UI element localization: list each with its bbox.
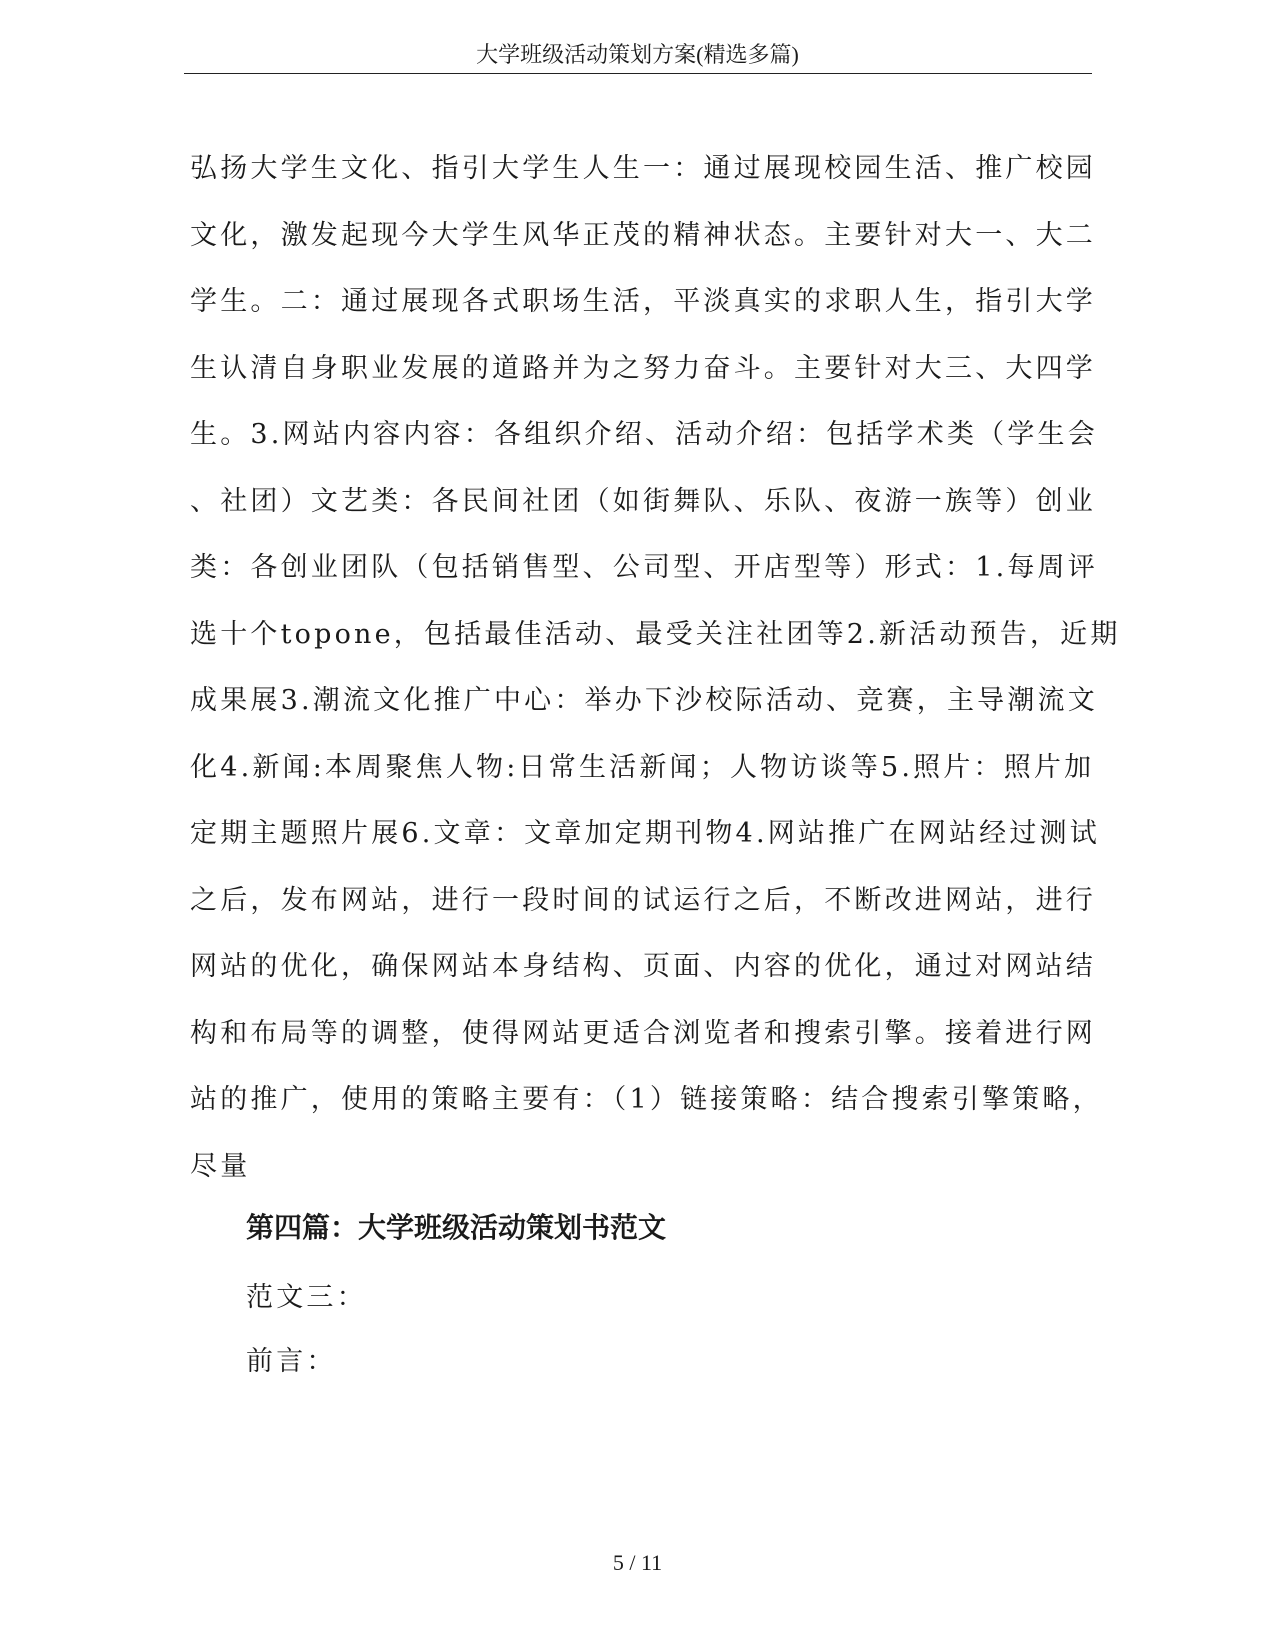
body-line: 定期主题照片展6.文章：文章加定期刊物4.网站推广在网站经过测试: [190, 818, 1100, 849]
header-divider: [184, 73, 1092, 74]
body-line: 构和布局等的调整，使得网站更适合浏览者和搜索引擎。接着进行网: [190, 1017, 1096, 1049]
body-line: 成果展3.潮流文化推广中心：举办下沙校际活动、竞赛，主导潮流文: [190, 685, 1098, 716]
page-number: 5 / 11: [612, 1550, 663, 1575]
section-heading: 第四篇：大学班级活动策划书范文: [246, 1211, 667, 1244]
subheading-preface: 前言：: [246, 1346, 337, 1377]
subheading-sample: 范文三：: [246, 1282, 367, 1313]
body-line: 站的推广，使用的策略主要有：（1）链接策略：结合搜索引擎策略，: [190, 1084, 1103, 1115]
body-line: 生。3.网站内容内容：各组织介绍、活动介绍：包括学术类（学生会: [190, 419, 1098, 450]
body-text: [190, 148, 1121, 1212]
body-line: 文化，激发起现今大学生风华正茂的精神状态。主要针对大一、大二: [190, 219, 1096, 251]
body-line: 生认清自身职业发展的道路并为之努力奋斗。主要针对大三、大四学: [190, 352, 1096, 384]
body-line: 尽量: [190, 1150, 251, 1182]
body-line: 学生。二：通过展现各式职场生活，平淡真实的求职人生，指引大学: [190, 286, 1096, 317]
body-line: 化4.新闻:本周聚焦人物:日常生活新闻；人物访谈等5.照片：照片加: [190, 751, 1095, 783]
body-line: 之后，发布网站，进行一段时间的试运行之后，不断改进网站，进行: [190, 884, 1096, 916]
body-line: 弘扬大学生文化、指引大学生人生一：通过展现校园生活、推广校园: [190, 153, 1096, 184]
page-header-title: 大学班级活动策划方案(精选多篇): [476, 42, 799, 67]
body-line: 、社团）文艺类：各民间社团（如街舞队、乐队、夜游一族等）创业: [190, 485, 1096, 517]
body-line: 类：各创业团队（包括销售型、公司型、开店型等）形式：1.每周评: [190, 552, 1098, 583]
body-line: 网站的优化，确保网站本身结构、页面、内容的优化，通过对网站结: [190, 951, 1096, 982]
body-line: 选十个topone，包括最佳活动、最受关注社团等2.新活动预告，近期: [190, 618, 1121, 650]
